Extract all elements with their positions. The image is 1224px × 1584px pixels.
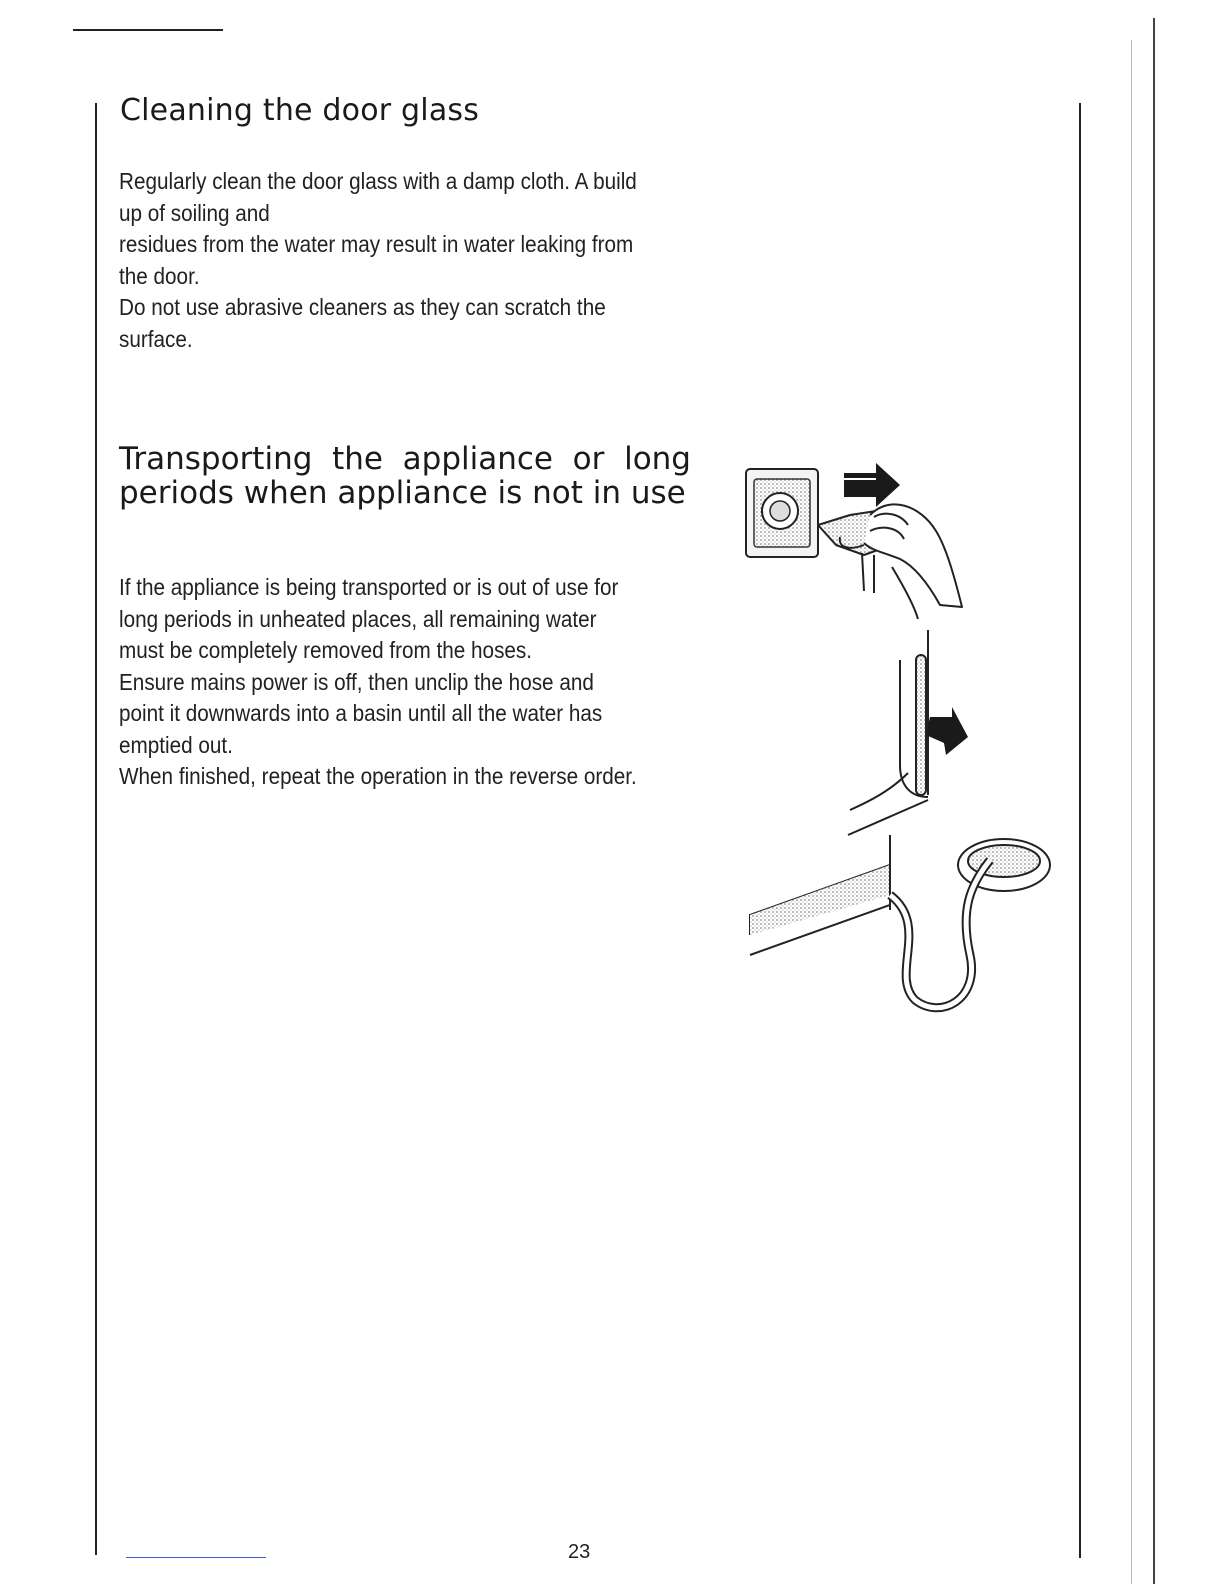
- section-title-transport: Transporting the appliance or long periods when appliance is not in use: [119, 441, 691, 511]
- page-number: 23: [568, 1541, 591, 1563]
- paragraph-line: When finished, repeat the operation in the reverse order.: [119, 763, 637, 789]
- paragraph-line: up of soiling and: [119, 199, 270, 226]
- paragraph-line: surface.: [119, 325, 193, 352]
- section-body-transport: [119, 572, 691, 793]
- section-body-cleaning: [119, 166, 691, 355]
- arrow-right-icon: [844, 463, 900, 507]
- unplug-and-drain-illustration: [740, 455, 1060, 1015]
- paragraph-line: the door.: [119, 262, 200, 289]
- binding-edge-line-faint: [1131, 40, 1132, 1584]
- bottom-link-line: [126, 1557, 266, 1558]
- paragraph-line: Do not use abrasive cleaners as they can scratch the: [119, 294, 606, 320]
- drain-hose-icon: [848, 630, 968, 835]
- paragraph-line: long periods in unheated places, all remaining water: [119, 605, 597, 632]
- paragraph-line: emptied out.: [119, 731, 233, 758]
- paragraph-line: Ensure mains power is off, then unclip the hose and: [119, 668, 594, 695]
- section-title-cleaning: Cleaning the door glass: [120, 93, 480, 128]
- paragraph-line: must be completely removed from the hoses.: [119, 637, 533, 663]
- socket-icon: [746, 469, 818, 557]
- paragraph-line: residues from the water may result in water leaking from: [119, 231, 634, 257]
- unplug-hand-icon: [818, 504, 962, 619]
- binding-edge-line: [1153, 18, 1155, 1584]
- left-margin-rule: [95, 103, 97, 1555]
- top-left-rule: [73, 29, 223, 31]
- paragraph-line: point it downwards into a basin until all the water has: [119, 700, 603, 726]
- paragraph-line: Regularly clean the door glass with a damp cloth. A build: [119, 168, 637, 194]
- basin-icon: [750, 835, 1050, 1008]
- paragraph-line: If the appliance is being transported or is out of use for: [119, 574, 619, 600]
- right-margin-rule: [1079, 103, 1081, 1558]
